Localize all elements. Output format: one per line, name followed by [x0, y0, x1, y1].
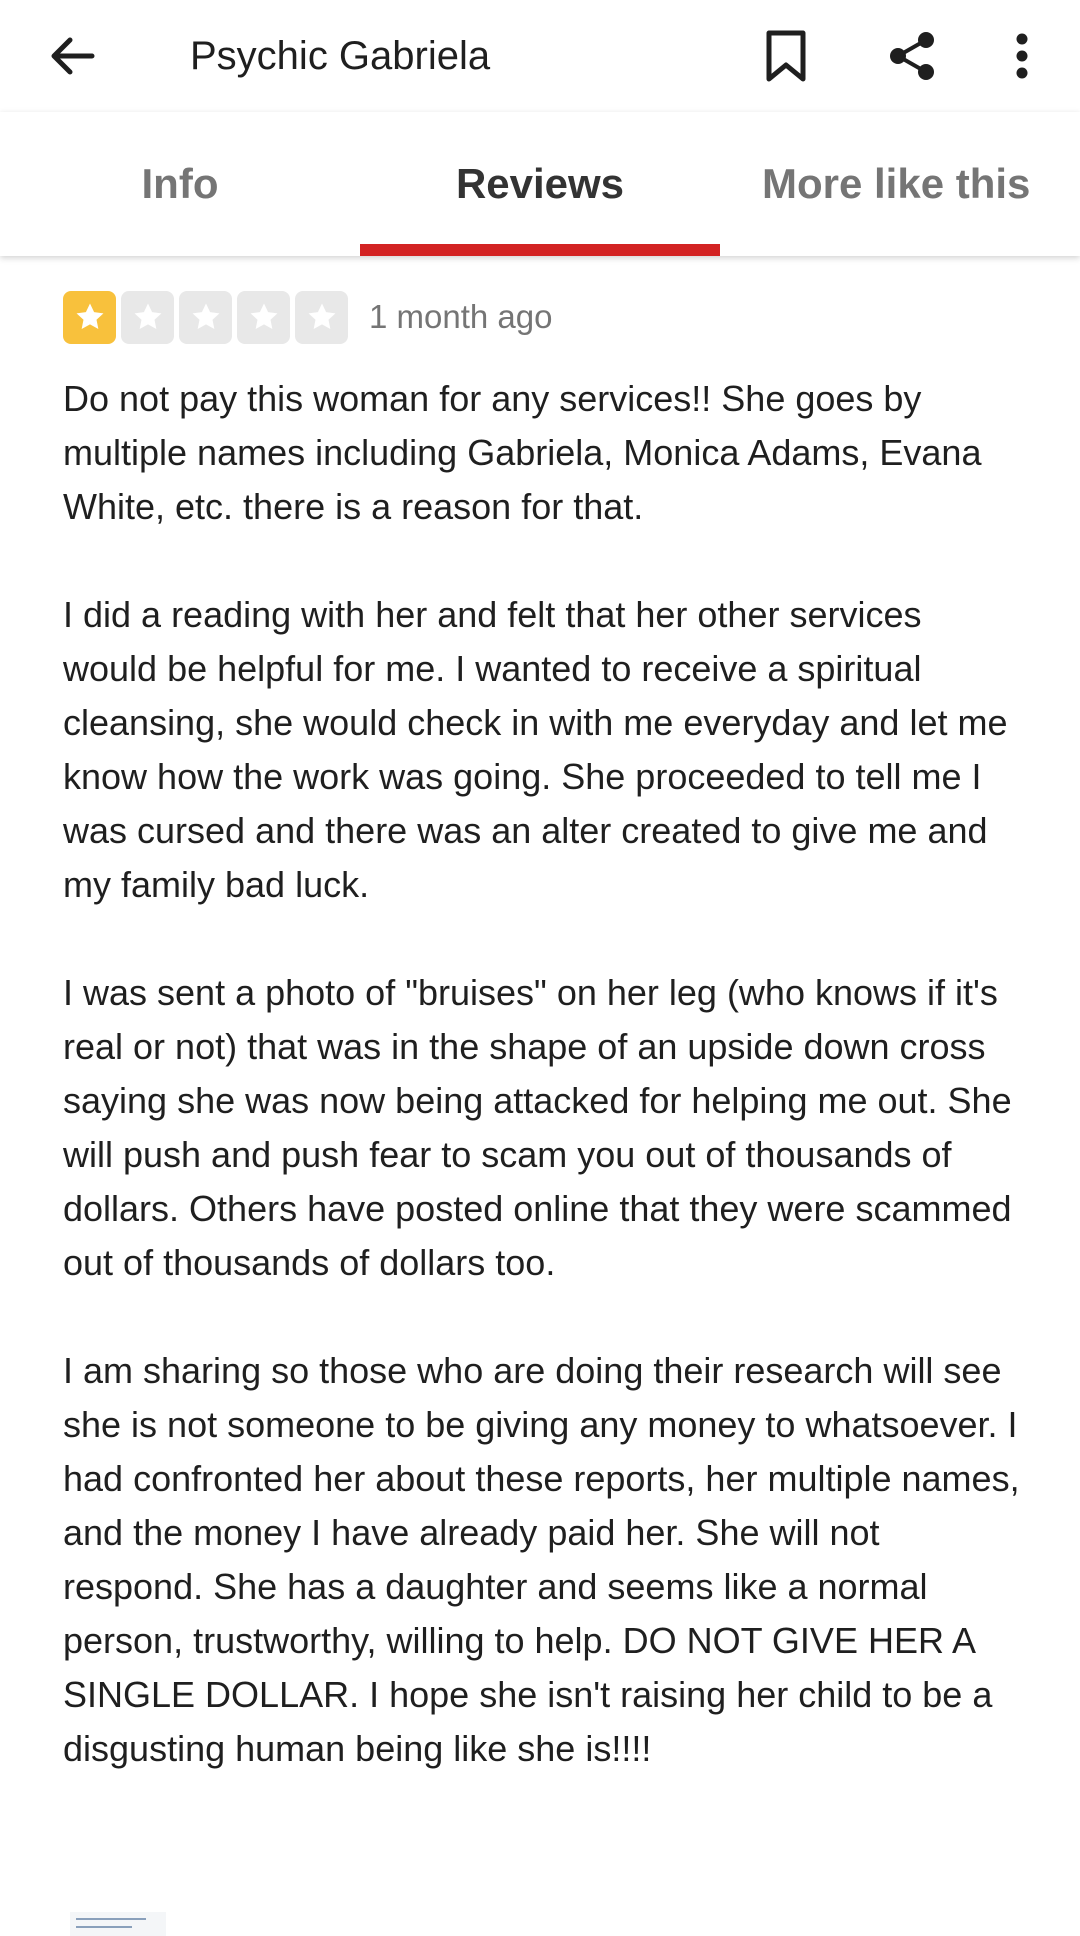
star-empty: [121, 291, 174, 344]
star-icon: [73, 300, 107, 334]
page-title: Psychic Gabriela: [190, 34, 491, 78]
tab-more-like-this[interactable]: More like this: [762, 160, 1031, 207]
review-paragraph: I did a reading with her and felt that her other services would be helpful for me. I wanted to receive a spiritual cleansing, she would check in with me everyday and let me know how the work was going. She proceeded to tell me I was cursed and there was an alter created to give me and my family bad luck.: [63, 594, 1008, 905]
share-icon: [888, 31, 936, 81]
star-icon: [131, 300, 165, 334]
star-rating: [63, 290, 552, 344]
bookmark-icon: [764, 29, 808, 83]
more-options-button[interactable]: [1000, 24, 1044, 88]
review-paragraph: I am sharing so those who are doing their research will see she is not someone to be giving any money to whatsoever. I had confronted her about these reports, her multiple names, and the money I have already paid her. She will not respond. She has a daughter and seems like a normal person, trustworthy, willing to help. DO NOT GIVE HER A SINGLE DOLLAR. I hope she isn't raising her child to be a disgusting human being like she is!!!!: [63, 1350, 1020, 1769]
back-button[interactable]: [40, 26, 104, 86]
star-empty: [237, 291, 290, 344]
star-filled: [63, 291, 116, 344]
star-icon: [305, 300, 339, 334]
more-vertical-icon: [1015, 33, 1029, 79]
bookmark-button[interactable]: [756, 24, 816, 88]
star-icon: [247, 300, 281, 334]
review-body: [63, 372, 1023, 1830]
review-photo-thumbnail[interactable]: [70, 1912, 166, 1936]
star-empty: [179, 291, 232, 344]
thumbnail-line: [76, 1926, 132, 1928]
star-icon: [189, 300, 223, 334]
arrow-left-icon: [48, 36, 96, 76]
app-bar: [0, 0, 1080, 112]
review-paragraph: I was sent a photo of "bruises" on her leg (who knows if it's real or not) that was in the shape of an upside down cross saying she was now being attacked for helping me out. She will push and push fear to scam you out of thousands of dollars. Others have posted online that they were scammed out of thousands of dollars too.: [63, 972, 1012, 1283]
tab-reviews[interactable]: Reviews: [455, 160, 625, 207]
review-paragraph: Do not pay this woman for any services!! She goes by multiple names including Gabriela, Monica Adams, Evana White, etc. there is a reason for that.: [63, 378, 982, 527]
stars: [63, 291, 353, 344]
share-button[interactable]: [882, 24, 942, 88]
thumbnail-line: [76, 1918, 146, 1920]
tab-bar: [0, 112, 1080, 256]
review-date: 1 month ago: [369, 298, 553, 335]
star-empty: [295, 291, 348, 344]
selected-tab-indicator: [360, 244, 720, 256]
tab-info[interactable]: Info: [141, 160, 219, 207]
